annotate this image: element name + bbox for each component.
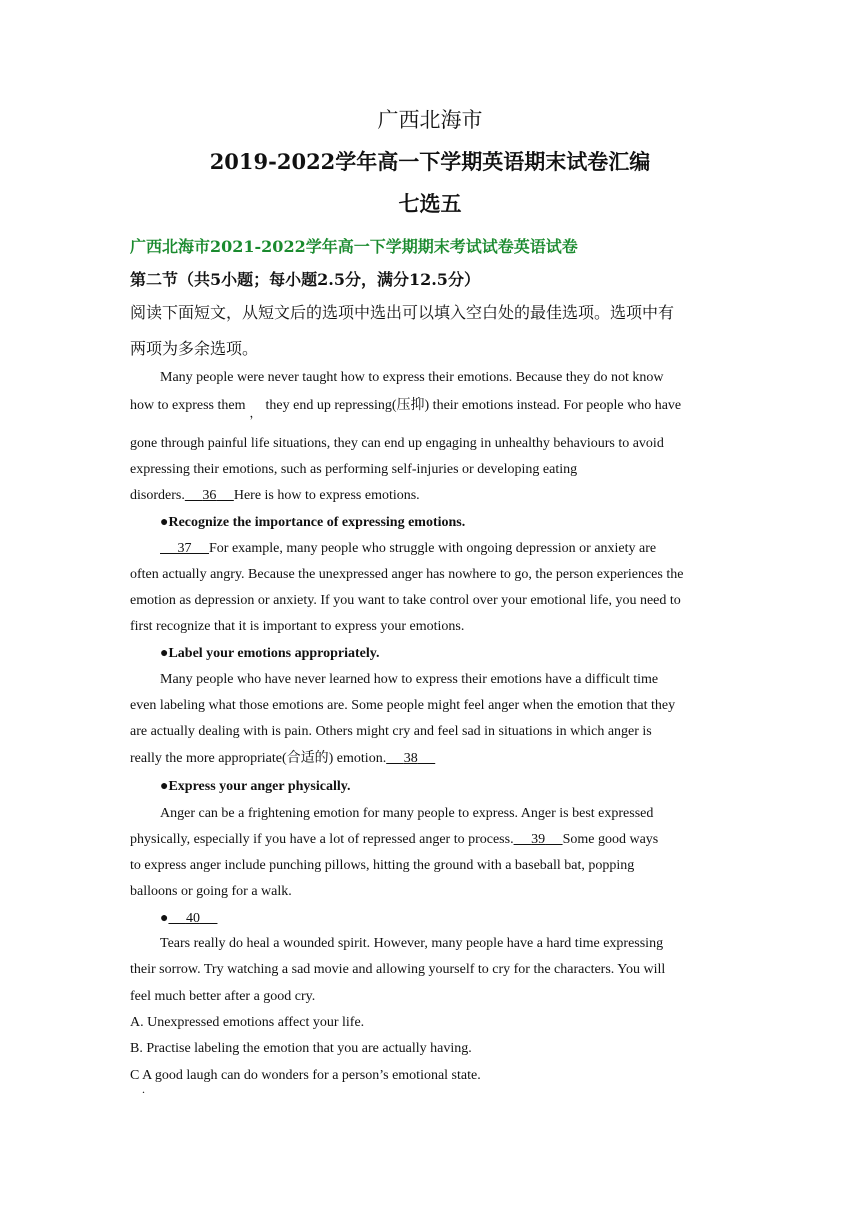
blank-36[interactable]: 36: [202, 488, 217, 503]
passage-line: balloons or going for a walk.: [130, 884, 292, 899]
blank-37[interactable]: 37: [177, 541, 192, 556]
instruction-line-1: 阅读下面短文，从短文后的选项中选出可以填入空白处的最佳选项。选项中有: [130, 303, 675, 322]
passage-line: Many people were never taught how to express their emotions. Because they do not know: [160, 370, 664, 385]
option-c: C A good laugh can do wonders for a person’s emotional state.: [130, 1068, 481, 1083]
passage-line: Tears really do heal a wounded spirit. However, many people have a hard time expressing: [160, 936, 664, 951]
passage-line: physically, especially if you have a lot of repressed anger to process. 39 Some good ways: [130, 832, 659, 847]
passage-line: first recognize that it is important to express your emotions.: [130, 619, 465, 634]
region-title: 广西北海市: [377, 108, 483, 132]
collection-title: 2019-2022学年高一下学期英语期末试卷汇编: [209, 149, 651, 174]
section-heading: 第二节（共5小题；每小题2.5分，满分12.5分）: [130, 270, 480, 289]
blank-38[interactable]: 38: [403, 751, 418, 766]
subheading-anger: ●Express your anger physically.: [160, 779, 351, 794]
subheading-40: [160, 910, 740, 928]
passage-line: even labeling what those emotions are. Some people might feel anger when the emotion that they: [130, 698, 676, 713]
passage-line: 37 For example, many people who struggle with ongoing depression or anxiety are: [160, 540, 740, 558]
passage-line: expressing their emotions, such as performing self-injuries or developing eating: [130, 462, 578, 477]
passage-line: often actually angry. Because the unexpressed anger has nowhere to go, the person experiences the: [130, 567, 684, 582]
option-a: A. Unexpressed emotions affect your life.: [130, 1015, 365, 1030]
passage-line: Anger can be a frightening emotion for many people to express. Anger is best expressed: [160, 806, 654, 821]
exam-source: 广西北海市2021-2022学年高一下学期期末考试试卷英语试卷: [130, 237, 578, 256]
passage-line: their sorrow. Try watching a sad movie and allowing yourself to cry for the characters. You will: [130, 962, 666, 977]
subheading-importance: ●Recognize the importance of expressing emotions.: [160, 515, 466, 530]
passage-line: feel much better after a good cry.: [130, 989, 316, 1004]
passage-line: are actually dealing with is pain. Others might cry and feel sad in situations in which anger is: [130, 724, 652, 739]
topic-title: 七选五: [398, 191, 462, 216]
passage-line: gone through painful life situations, they can end up engaging in unhealthy behaviours to avoid: [130, 436, 664, 451]
passage-line: really the more appropriate(合适的) emotion. 38: [130, 750, 740, 768]
subheading-label: ●Label your emotions appropriately.: [160, 646, 380, 661]
bullet-icon: ●: [160, 911, 169, 926]
passage-line: Many people who have never learned how to express their emotions have a difficult time: [160, 672, 659, 687]
instruction-line-2: 两项为多余选项。: [130, 339, 259, 358]
blank-40[interactable]: 40: [185, 911, 200, 926]
stray-dot: .: [142, 1082, 145, 1096]
passage-line: to express anger include punching pillows, hitting the ground with a baseball bat, popping: [130, 858, 635, 873]
passage-line: emotion as depression or anxiety. If you want to take control over your emotional life, you need to: [130, 593, 681, 608]
option-b: B. Practise labeling the emotion that you are actually having.: [130, 1041, 472, 1056]
passage-line: disorders. 36 Here is how to express emotions.: [130, 488, 420, 503]
passage-line: how to express them ， they end up repressing(压抑) their emotions instead. For people who have: [130, 398, 682, 420]
blank-39[interactable]: 39: [531, 832, 546, 847]
